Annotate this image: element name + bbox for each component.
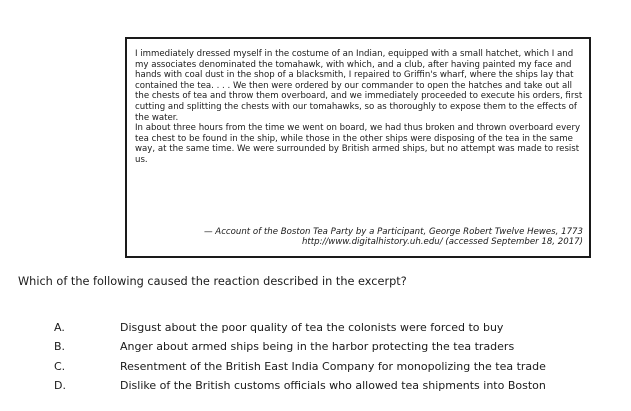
citation-url: http://www.digitalhistory.uh.edu/ (accessed September 18, 2017) — [301, 237, 583, 248]
citation-source: — Account of the Boston Tea Party by a Participant, George Robert Twelve Hewes, 1773 — [203, 226, 583, 237]
choice-letter: A. — [54, 321, 65, 334]
excerpt-text — [135, 49, 583, 166]
choice-text: Disgust about the poor quality of tea the colonists were forced to buy — [120, 321, 504, 334]
choice-b[interactable] — [0, 340, 631, 359]
choice-d[interactable] — [0, 379, 631, 398]
choice-text: Dislike of the British customs officials who allowed tea shipments into Boston — [120, 378, 546, 392]
choice-text: Anger about armed ships being in the harbor protecting the tea traders — [120, 340, 515, 354]
choice-c[interactable] — [0, 360, 631, 379]
excerpt-box — [125, 37, 591, 258]
excerpt-paragraph-1: I immediately dressed myself in the costume of an Indian, equipped with a small hatchet, which I and my associates denominated the tomahawk, with which, and a club, after having painted my face and hands with coal dust in the shop of a blacksmith, I repaired to Griffin's wharf, where the ships lay that contained the tea. . . . We then were ordered by our commander to open the hatches and take out all the chests of tea and throw them overboard, and we immediately proceeded to execute his orders, first cutting and splitting the chests with our tomahawks, so as thoroughly to expose them to the effects of the water. — [135, 49, 583, 123]
question-text: Which of the following caused the reaction described in the excerpt? — [18, 275, 407, 288]
choice-letter: D. — [54, 378, 66, 392]
excerpt-paragraph-2: In about three hours from the time we went on board, we had thus broken and thrown overboard every tea chest to be found in the ship, while those in the other ships were disposing of the tea in the same way, at the same time. We were surrounded by British armed ships, but no attempt was made to resist us. — [135, 123, 581, 165]
answer-choices — [0, 321, 631, 398]
choice-a[interactable] — [0, 321, 631, 340]
choice-text: Resentment of the British East India Company for monopolizing the tea trade — [120, 359, 546, 373]
choice-letter: C. — [54, 359, 66, 373]
choice-letter: B. — [54, 340, 66, 354]
citation — [153, 227, 583, 248]
